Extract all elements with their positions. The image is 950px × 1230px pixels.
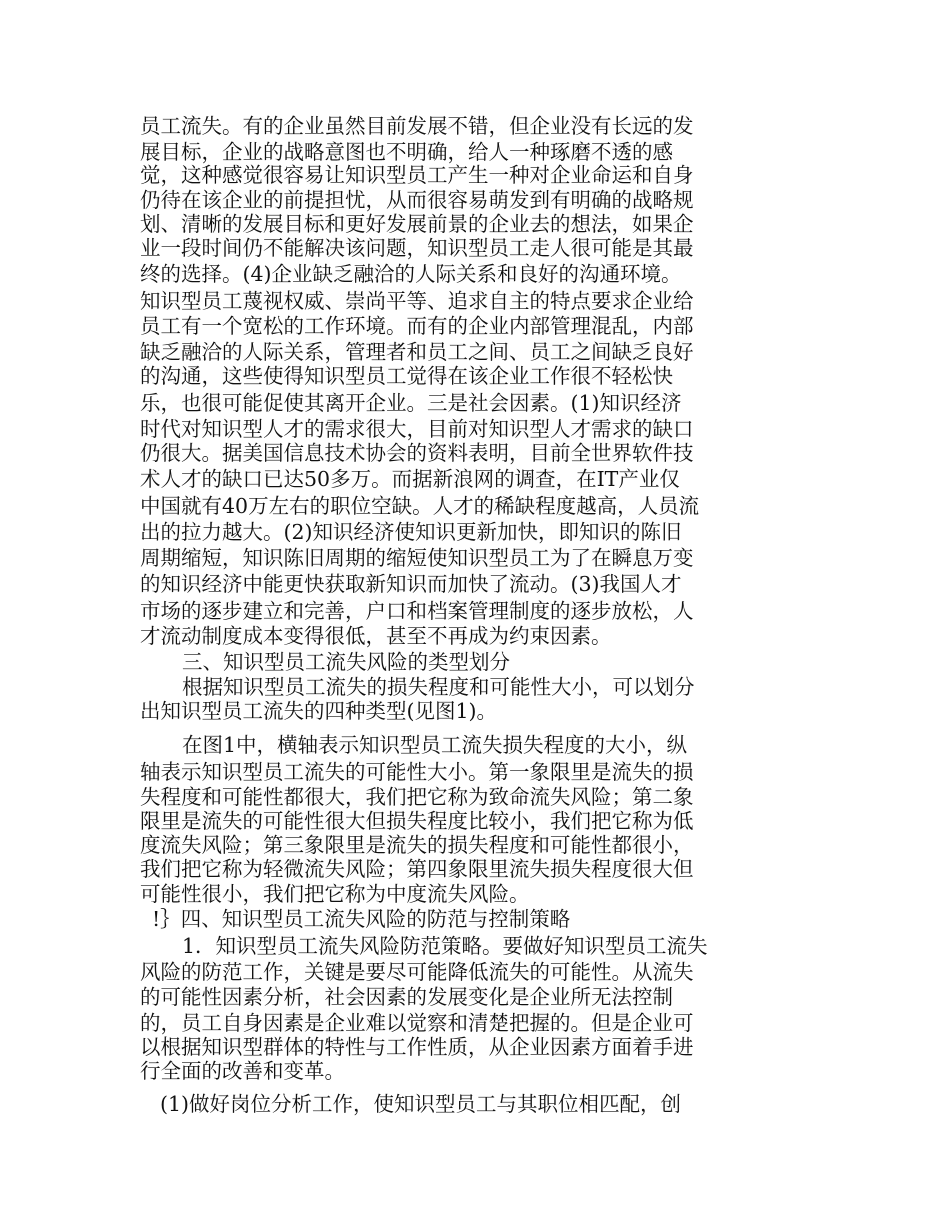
text-line: 行全面的改善和变革。 [140, 1059, 345, 1083]
text-line: 时代对知识型人才的需求很大，目前对知识型人才需求的缺口 [140, 417, 694, 441]
text-line: 的沟通，这些使得知识型员工觉得在该企业工作很不轻松快 [140, 364, 673, 388]
text-line: 的可能性因素分析，社会因素的发展变化是企业所无法控制 [140, 985, 673, 1009]
text-line: 仍很大。据美国信息技术协会的资料表明，目前全世界软件技 [140, 441, 694, 465]
text-line: 划、清晰的发展目标和更好发展前景的企业去的想法，如果企 [140, 212, 694, 236]
text-line: 周期缩短，知识陈旧周期的缩短使知识型员工为了在瞬息万变 [140, 546, 694, 570]
text-line: 度流失风险；第三象限里是流失的损失程度和可能性都很小， [140, 833, 694, 857]
text-line: 员工流失。有的企业虽然目前发展不错，但企业没有长远的发 [140, 114, 694, 138]
text-line: 风险的防范工作，关键是要尽可能降低流失的可能性。从流失 [140, 960, 694, 984]
text-line: 在图1中，横轴表示知识型员工流失损失程度的大小，纵 [182, 733, 688, 757]
text-line: 的，员工自身因素是企业难以觉察和清楚把握的。但是企业可 [140, 1011, 694, 1035]
text-line: 觉，这种感觉很容易让知识型员工产生一种对企业命运和自身 [140, 163, 694, 187]
text-line: 中国就有40万左右的职位空缺。人才的稀缺程度越高，人员流 [140, 494, 700, 518]
text-line: 才流动制度成本变得很低，甚至不再成为约束因素。 [140, 624, 612, 648]
text-line: 1．知识型员工流失风险防范策略。要做好知识型员工流失 [182, 934, 708, 958]
text-line: 出知识型员工流失的四种类型(见图1)。 [140, 699, 498, 723]
text-line: 乐，也很可能促使其离开企业。三是社会因素。(1)知识经济 [140, 391, 682, 415]
text-line: 展目标，企业的战略意图也不明确，给人一种琢磨不透的感 [140, 140, 673, 164]
text-line: 市场的逐步建立和完善，户口和档案管理制度的逐步放松，人 [140, 599, 694, 623]
text-line: 业一段时间仍不能解决该问题，知识型员工走人很可能是其最 [140, 236, 694, 260]
text-line: 员工有一个宽松的工作环境。而有的企业内部管理混乱，内部 [140, 314, 694, 338]
text-line: 可能性很小，我们把它称为中度流失风险。 [140, 882, 530, 906]
text-line: 出的拉力越大。(2)知识经济使知识更新加快，即知识的陈旧 [140, 520, 682, 544]
section-heading: !｝四、知识型员工流失风险的防范与控制策略 [152, 907, 571, 931]
text-line: (1)做好岗位分析工作，使知识型员工与其职位相匹配，创 [160, 1092, 682, 1116]
text-line: 术人才的缺口已达50多万。而据新浪网的调查，在IT产业仅 [140, 467, 680, 491]
text-line: 缺乏融洽的人际关系，管理者和员工之间、员工之间缺乏良好 [140, 340, 694, 364]
text-line: 我们把它称为轻微流失风险；第四象限里流失损失程度很大但 [140, 857, 694, 881]
section-heading: 三、知识型员工流失风险的类型划分 [182, 650, 510, 674]
text-line: 失程度和可能性都很大，我们把它称为致命流失风险；第二象 [140, 785, 694, 809]
text-line: 终的选择。(4)企业缺乏融洽的人际关系和良好的沟通环境。 [140, 262, 682, 286]
text-line: 知识型员工蔑视权威、崇尚平等、追求自主的特点要求企业给 [140, 289, 694, 313]
text-line: 的知识经济中能更快获取新知识而加快了流动。(3)我国人才 [140, 572, 682, 596]
text-line: 轴表示知识型员工流失的可能性大小。第一象限里是流失的损 [140, 760, 694, 784]
text-line: 仍待在该企业的前提担忧，从而很容易萌发到有明确的战略规 [140, 188, 694, 212]
text-line: 限里是流失的可能性很大但损失程度比较小，我们把它称为低 [140, 809, 694, 833]
text-line: 根据知识型员工流失的损失程度和可能性大小，可以划分 [182, 675, 695, 699]
text-line: 以根据知识型群体的特性与工作性质，从企业因素方面着手进 [140, 1035, 694, 1059]
